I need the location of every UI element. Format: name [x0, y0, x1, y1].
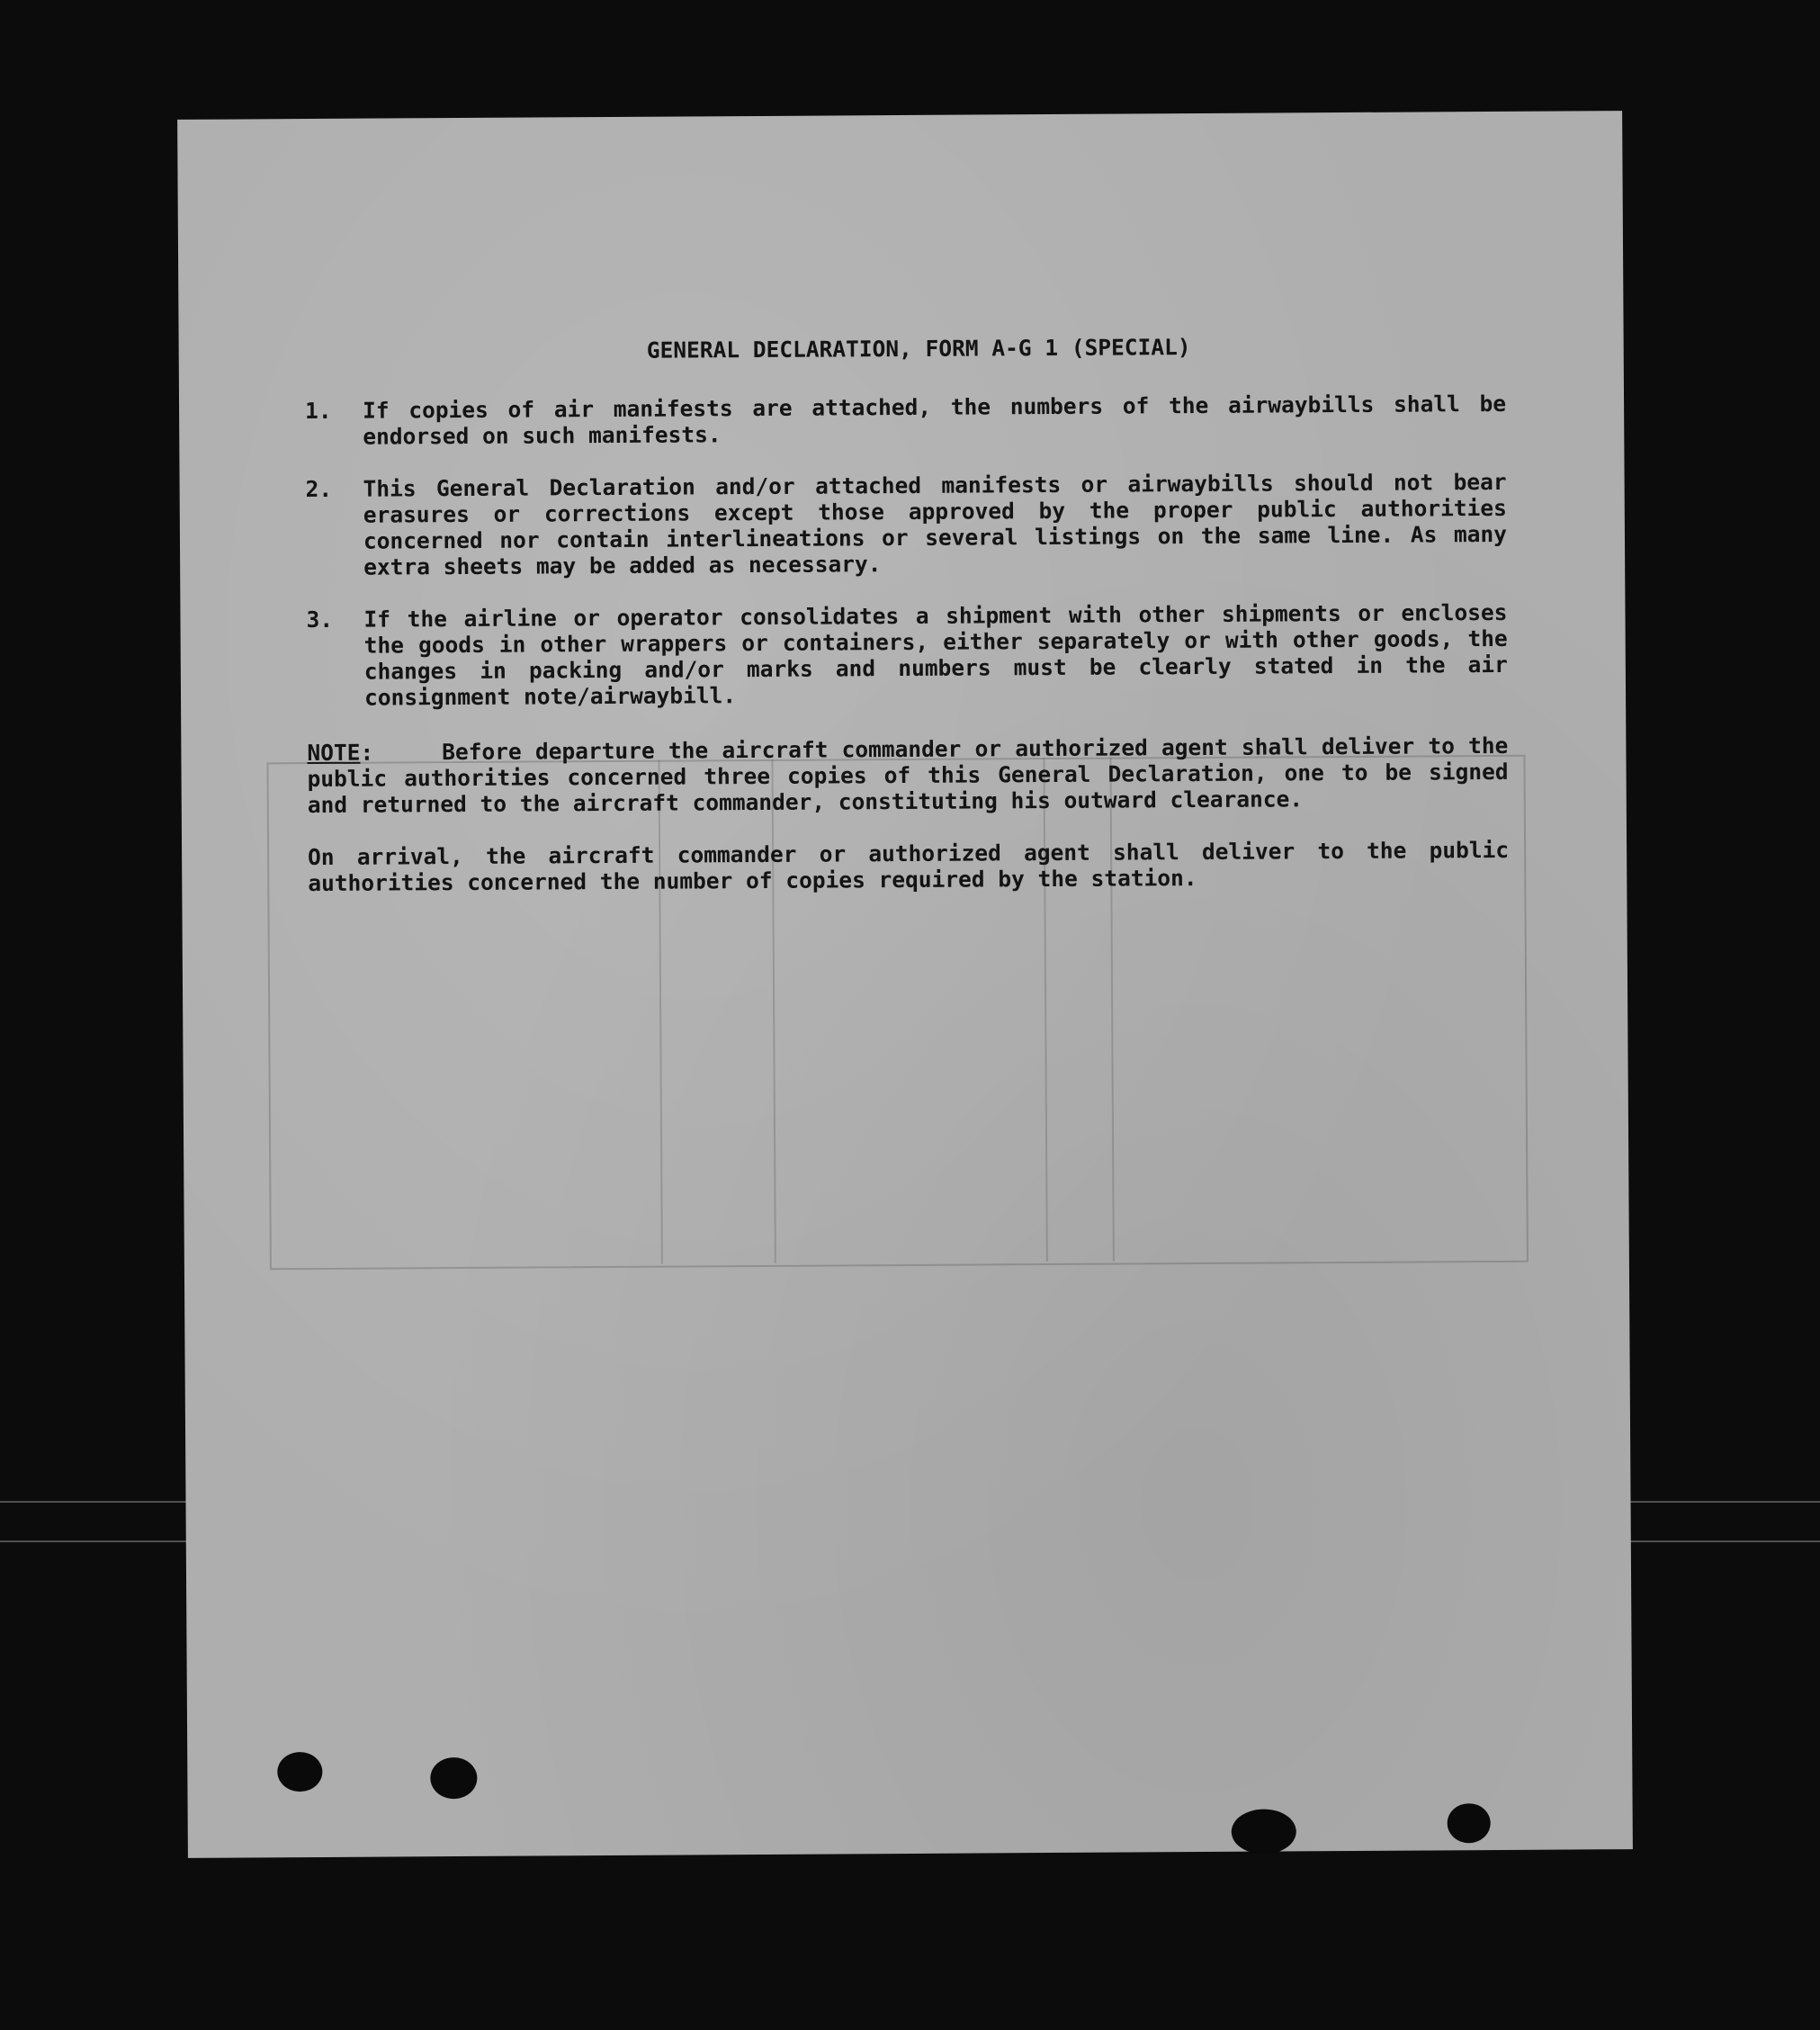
ink-blot [430, 1757, 477, 1799]
ink-blot [277, 1752, 322, 1792]
declaration-instructions [305, 332, 1510, 896]
item-number: 3. [306, 606, 334, 633]
instruction-item [306, 599, 1508, 711]
item-text: This General Declaration and/or attached manifests or airwaybills should not bear erasures or corrections except those approved by the proper public authorities concerned nor contain interlineations or several listings on the same line. As many extra sheets may be added as necessary. [363, 468, 1508, 580]
item-text: If the airline or operator consolidates a shipment with other shipments or encloses the goods in other wrappers or containers, either separately or with other goods, the changes in packing and/or marks and numbers must be clearly stated in the air consignment note/airwaybill. [363, 598, 1508, 711]
ink-blot [1448, 1803, 1491, 1843]
note-colon: : [360, 739, 443, 766]
item-text: If copies of air manifests are attached, the numbers of the airwaybills shall be endorsed on such manifests. [363, 390, 1507, 450]
document-title: GENERAL DECLARATION, FORM A-G 1 (SPECIAL) [646, 334, 1191, 364]
note-paragraph [307, 732, 1509, 818]
instruction-item [305, 391, 1506, 450]
note-label: NOTE [307, 739, 361, 767]
document-page [177, 111, 1633, 1858]
item-number: 2. [305, 475, 333, 503]
arrival-paragraph: On arrival, the aircraft commander or authorized agent shall deliver to the public authorities concerned the number of copies required by the station. [308, 836, 1510, 897]
note-text: Before departure the aircraft commander or authorized agent shall deliver to the public authorities concerned three copies of this General Declaration, one to be signed and returned to the aircraft commander, constituting his outward clearance. [307, 732, 1509, 819]
instruction-item [306, 469, 1508, 580]
ink-blot [1232, 1809, 1296, 1854]
item-number: 1. [305, 397, 332, 425]
